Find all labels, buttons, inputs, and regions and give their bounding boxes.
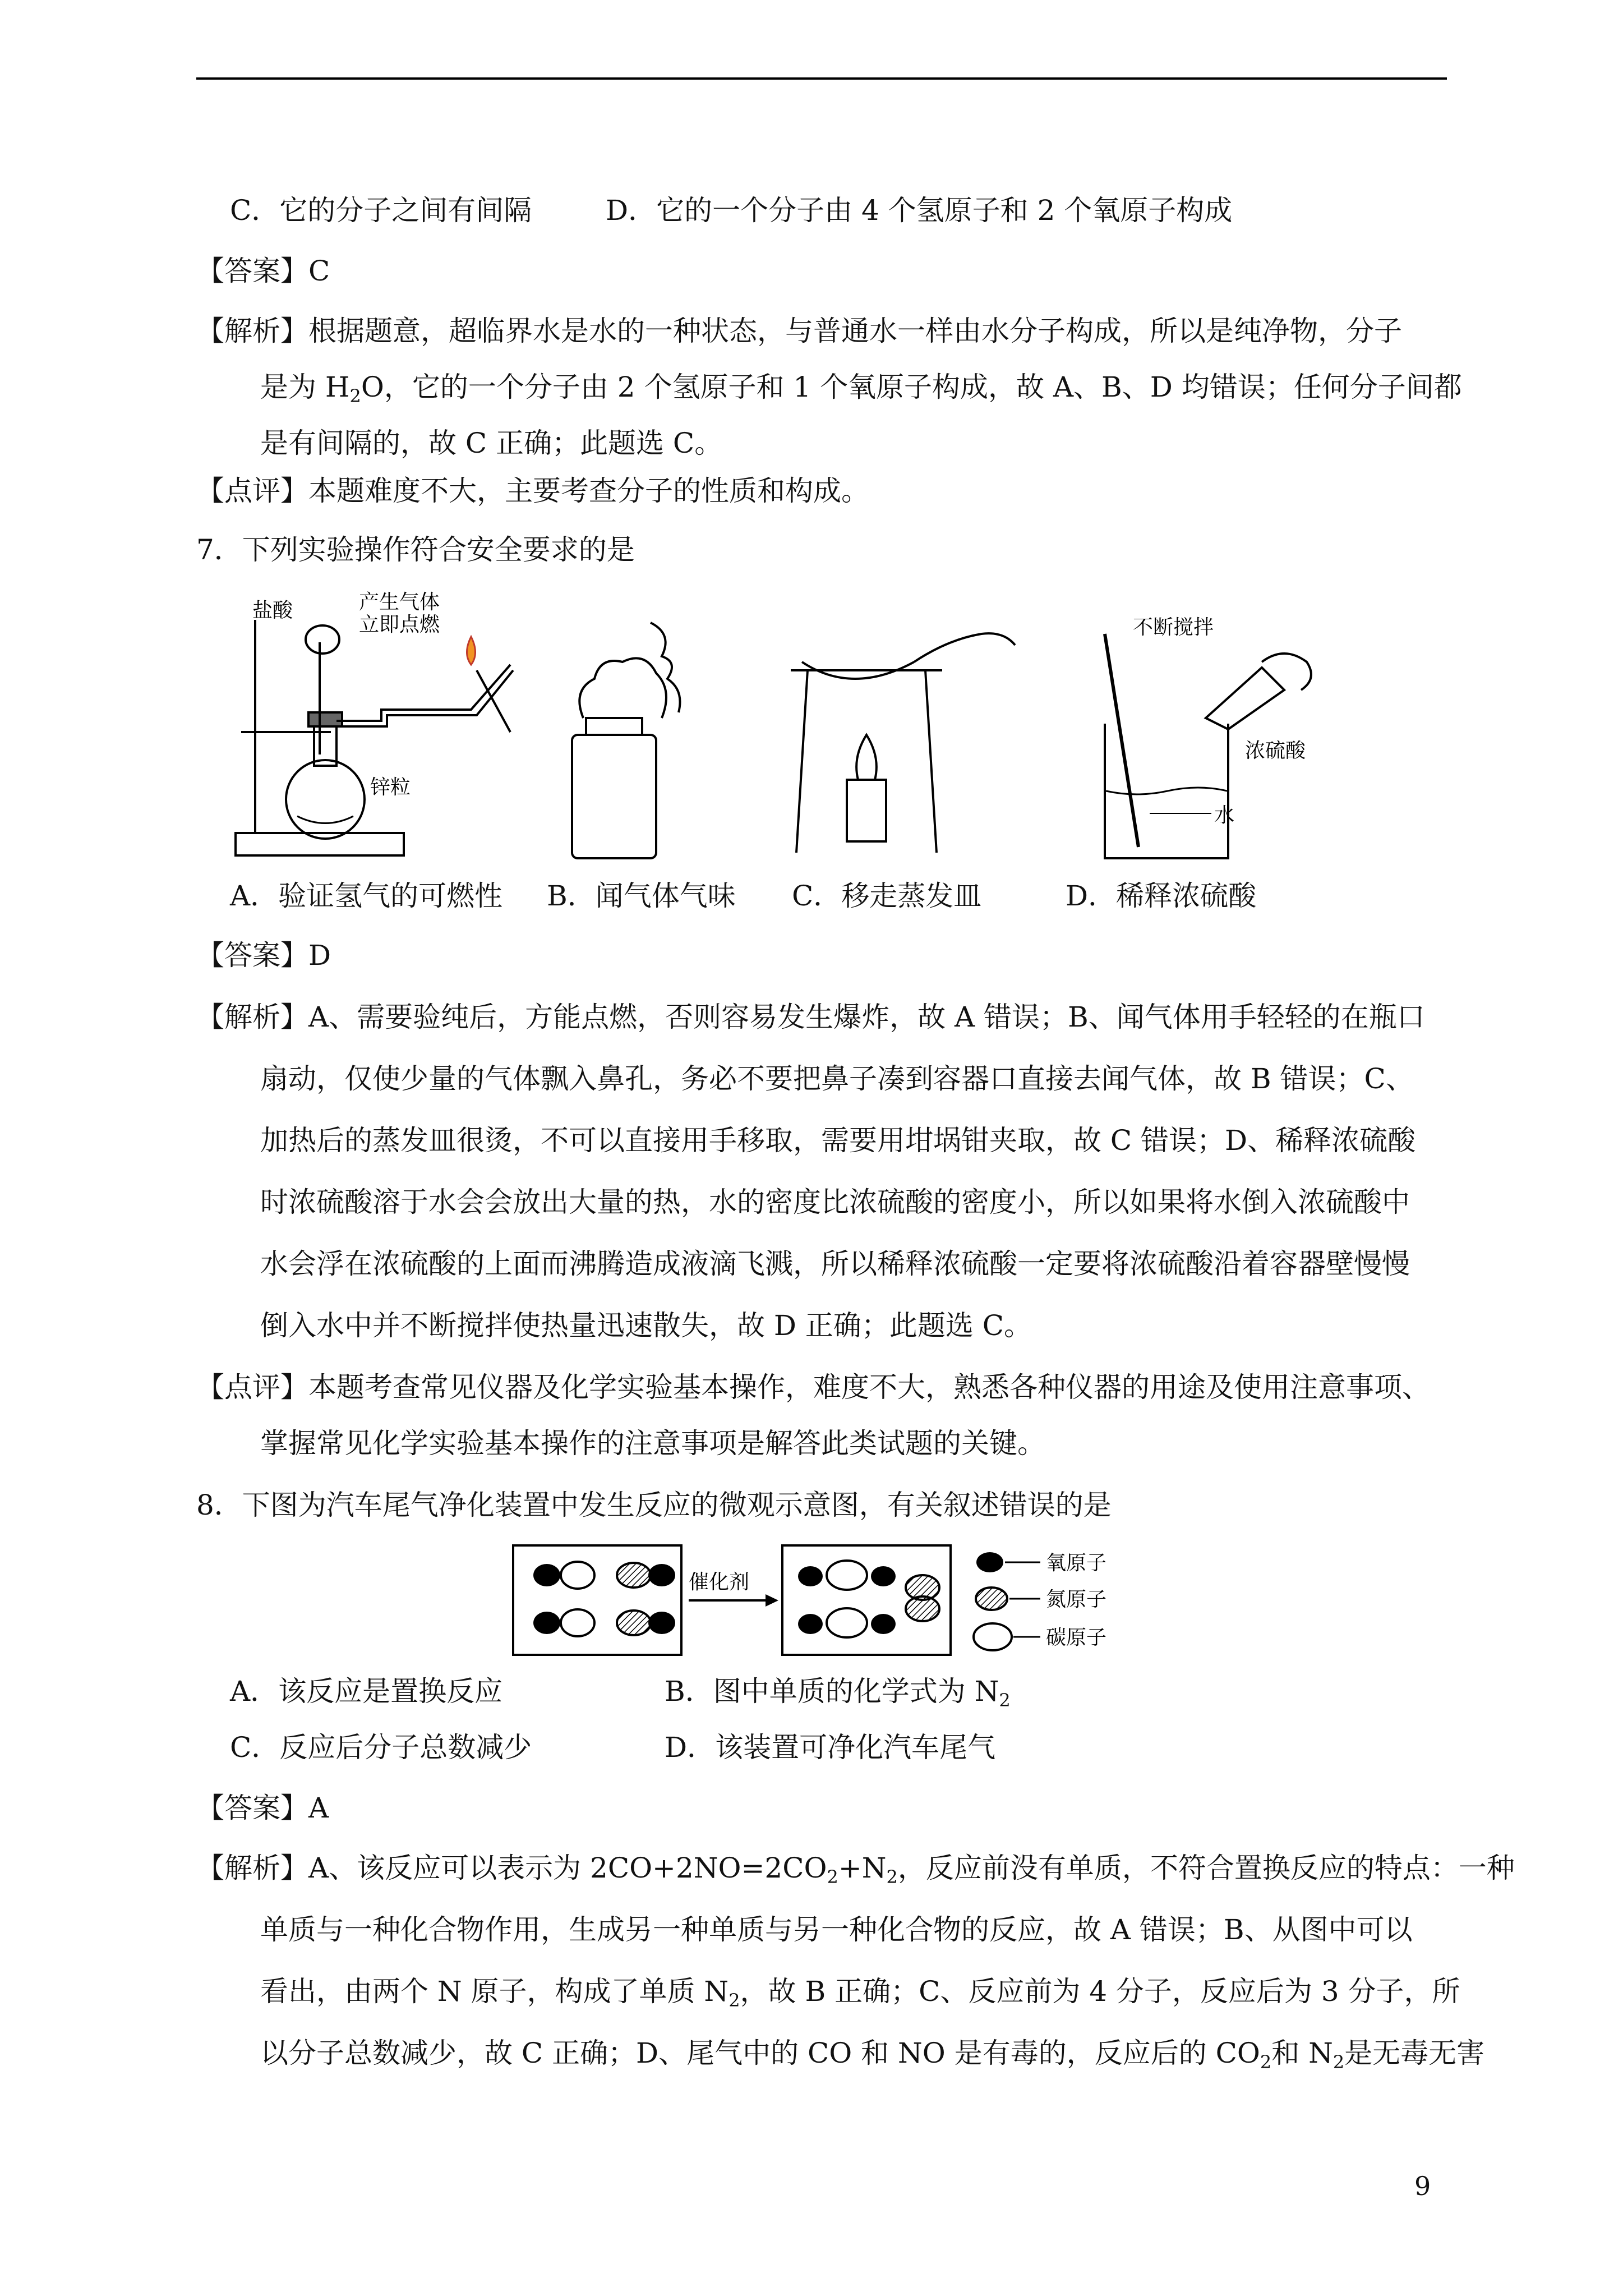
lamp-flame [856, 735, 877, 780]
carbon-atom [827, 1608, 867, 1637]
legend-nitrogen-icon [976, 1588, 1007, 1610]
reactants-box [513, 1545, 681, 1655]
q6-analysis-line-3: 是有间隔的，故 C 正确；此题选 C。 [260, 427, 723, 459]
q7-option-c: C．移走蒸发皿 [792, 880, 982, 912]
carbon-atom [827, 1561, 867, 1590]
hand-arm [914, 633, 1015, 662]
nitrogen-atom [617, 1611, 651, 1635]
label-acid: 浓硫酸 [1245, 739, 1306, 762]
q8-analysis-line-1: 【解析】A、该反应可以表示为 $2CO+2NO=2CO_2+N_2$，反应前没有单质，不符合置换反应的特点：一种 [196, 1852, 1515, 1888]
q8-analysis-line-2: 单质与一种化合物作用，生成另一种单质与另一种化合物的反应，故 A 错误；B、从图中可以 [260, 1913, 1413, 1946]
glass-rod [1105, 634, 1138, 847]
water-surface [1106, 788, 1227, 794]
stand-base [236, 833, 404, 855]
header-rule [196, 77, 1447, 80]
q8-answer: 【答案】A [196, 1792, 329, 1824]
q6-option-c: C．它的分子之间有间隔 [230, 194, 532, 227]
delivery-tube-inner [336, 670, 513, 726]
q8-option-b: B．图中单质的化学式为 $N_2$ [665, 1675, 1011, 1711]
label-gas-line2: 立即点燃 [359, 613, 440, 636]
q7-analysis-line-1: 【解析】A、需要验纯后，方能点燃，否则容易发生爆炸，故 A 错误；B、闻气体用手轻轻的在瓶口 [196, 1001, 1425, 1033]
oxygen-atom [798, 1566, 823, 1586]
oxygen-atom [798, 1614, 823, 1634]
round-flask [286, 760, 365, 839]
q8-analysis-line-4: 以分子总数减少，故 C 正确；D、尾气中的 CO 和 NO 是有毒的，反应后的 $CO_2$和 $N_2$是无毒无害 [260, 2037, 1485, 2073]
q7-option-b: B．闻气体气味 [547, 880, 736, 912]
separatory-funnel [306, 625, 339, 654]
label-hcl: 盐酸 [252, 599, 293, 622]
legend-oxygen-icon [976, 1552, 1003, 1572]
arrow-head-icon [766, 1594, 778, 1607]
figure-hydrogen-combustion [230, 586, 522, 861]
q7-comment-line-1: 【点评】本题考查常见仪器及化学实验基本操作，难度不大，熟悉各种仪器的用途及使用注意事项、 [196, 1371, 1430, 1404]
hand-on-bottle [1262, 654, 1311, 690]
q8-option-c: C．反应后分子总数减少 [230, 1731, 532, 1764]
flame-icon [467, 637, 476, 665]
q7-analysis-line-5: 水会浮在浓硫酸的上面而沸腾造成液滴飞溅，所以稀释浓硫酸一定要将浓硫酸沿着容器壁慢慢 [260, 1248, 1410, 1280]
label-stir: 不断搅拌 [1133, 616, 1214, 639]
tripod-leg-left [796, 670, 808, 853]
q7-option-a: A．验证氢气的可燃性 [230, 880, 503, 912]
q6-comment: 【点评】本题难度不大，主要考查分子的性质和构成。 [196, 475, 869, 507]
figure-micro-reaction [510, 1543, 1150, 1660]
q7-analysis-line-2: 扇动，仅使少量的气体飘入鼻孔，务必不要把鼻子凑到容器口直接去闻气体，故 B 错误；C、 [260, 1062, 1414, 1095]
label-water: 水 [1214, 804, 1235, 827]
oxygen-atom [871, 1614, 896, 1634]
q8-stem: 8．下图为汽车尾气净化装置中发生反应的微观示意图，有关叙述错误的是 [196, 1489, 1112, 1521]
acid-bottle [1206, 668, 1284, 729]
oxygen-atom [648, 1564, 675, 1586]
bottle-mouth [586, 718, 642, 735]
oxygen-atom [533, 1612, 560, 1634]
q7-answer: 【答案】D [196, 939, 331, 972]
stopper [308, 712, 342, 726]
q8-option-d: D．该装置可净化汽车尾气 [665, 1731, 996, 1764]
legend-oxygen-label: 氧原子 [1046, 1552, 1107, 1575]
label-zinc: 锌粒 [370, 776, 411, 799]
legend-carbon-label: 碳原子 [1046, 1626, 1107, 1649]
q7-stem: 7．下列实验操作符合安全要求的是 [196, 533, 635, 566]
figure-evaporating-dish [785, 628, 1021, 864]
nitrogen-atom [617, 1563, 651, 1588]
label-gas-line1: 产生气体 [359, 591, 440, 614]
figure-dilute-acid [1094, 611, 1335, 869]
alcohol-lamp [847, 780, 886, 841]
tripod-leg-right [925, 670, 937, 853]
oxygen-atom [648, 1612, 675, 1634]
oxygen-atom [871, 1566, 896, 1586]
figure-smell-gas [561, 617, 695, 864]
legend-carbon-icon [974, 1623, 1012, 1650]
gas-cloud [579, 658, 666, 718]
label-catalyst: 催化剂 [689, 1571, 750, 1594]
q8-analysis-line-3: 看出，由两个 N 原子，构成了单质 $N_2$，故 B 正确；C、反应前为 4 分子，反应后为 3 分子，所 [260, 1975, 1460, 2011]
q7-analysis-line-6: 倒入水中并不断搅拌使热量迅速散失，故 D 正确；此题选 C。 [260, 1309, 1032, 1342]
page-number: 9 [1414, 2171, 1431, 2201]
q7-analysis-line-3: 加热后的蒸发皿很烫，不可以直接用手移取，需要用坩埚钳夹取，故 C 错误；D、稀释浓硫酸 [260, 1124, 1416, 1157]
q6-analysis-line-1: 【解析】根据题意，超临界水是水的一种状态，与普通水一样由水分子构成，所以是纯净物，分子 [196, 315, 1402, 347]
delivery-tube [336, 665, 510, 721]
q6-option-d: D．它的一个分子由 4 个氢原子和 2 个氧原子构成 [606, 194, 1233, 227]
q7-comment-line-2: 掌握常见化学实验基本操作的注意事项是解答此类试题的关键。 [260, 1427, 1045, 1460]
carbon-atom [561, 1609, 594, 1636]
q7-analysis-line-4: 时浓硫酸溶于水会会放出大量的热，水的密度比浓硫酸的密度小，所以如果将水倒入浓硫酸中 [260, 1186, 1410, 1218]
carbon-atom [561, 1562, 594, 1589]
legend-nitrogen-label: 氮原子 [1046, 1588, 1107, 1611]
q8-option-a: A．该反应是置换反应 [230, 1675, 503, 1708]
q6-analysis-line-2: 是为 $H_2O$，它的一个分子由 2 个氢原子和 1 个氧原子构成，故 A、B、D 均错误；任何分子间都 [260, 371, 1462, 407]
q6-answer: 【答案】C [196, 255, 330, 287]
q7-option-d: D．稀释浓硫酸 [1066, 880, 1257, 912]
gas-bottle [572, 735, 656, 858]
oxygen-atom [533, 1564, 560, 1586]
zinc-granules [297, 816, 353, 823]
nitrogen-atom [906, 1596, 939, 1621]
